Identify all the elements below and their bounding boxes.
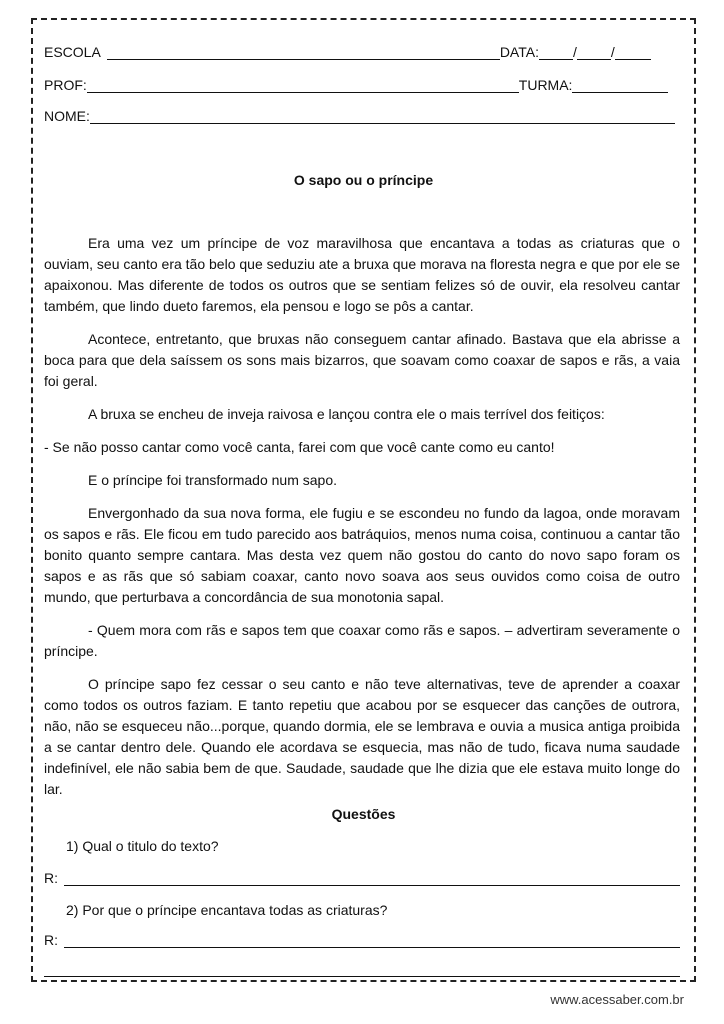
day-field[interactable] [539, 46, 573, 60]
answer-label: R: [44, 870, 58, 886]
story-paragraph: O príncipe sapo fez cessar o seu canto e não teve alternativas, teve de aprender a coaxar como todos os outros faziam. E tanto repetiu que acabou por se esquecer das canções de outrora, não, não se esqueceu não...porque, quando dormia, ele se lembrava e ouvia a musica antiga proibida a se cantar dentro dele. Quando ele acordava se esquecia, mas não de tudo, ficava numa saudade indefinível, ele não sabia bem de que. Saudade, saudade que lhe dizia que ele estava muito longe do lar. [44, 676, 680, 797]
data-label: DATA: [499, 44, 539, 60]
nome-label: NOME: [44, 108, 90, 124]
prof-field[interactable] [87, 79, 519, 93]
story-title: O sapo ou o príncipe [293, 172, 434, 188]
answer-row-1 [44, 870, 680, 886]
question-1: 1) Qual o titulo do texto? [66, 838, 219, 854]
site-url: www.acessaber.com.br [550, 992, 684, 1007]
turma-field[interactable] [572, 79, 668, 93]
escola-label: ESCOLA [44, 44, 101, 60]
story-paragraph: Era uma vez um príncipe de voz maravilhosa que encantava a todas as criaturas que o ouviam, seu canto era tão belo que seduziu ate a bruxa que morava na floresta negra e que por ele se apaixonou. Mas diferente de todos os outros que se sentiam felizes só de ouvir, ela resolveu cantar também, que lindo dueto faremos, ela pensou e logo se pôs a cantar. [44, 235, 680, 314]
story-paragraph: E o príncipe foi transformado num sapo. [88, 472, 338, 488]
story-paragraph: - Quem mora com rãs e sapos tem que coaxar como rãs e sapos. – advertiram severamente o príncipe. [44, 622, 680, 659]
name-row [44, 108, 675, 124]
answer-field-2[interactable] [64, 934, 680, 948]
story-paragraph: Acontece, entretanto, que bruxas não conseguem cantar afinado. Bastava que ela abrisse a boca para que dela saíssem os sons mais bizarros, que soavam como coaxar de sapos e rãs, a vaia foi geral. [44, 331, 680, 389]
story-paragraph: A bruxa se encheu de inveja raivosa e lançou contra ele o mais terrível dos feitiços: [88, 406, 605, 422]
teacher-row [44, 77, 668, 93]
questions-title: Questões [331, 806, 396, 822]
school-row [44, 44, 651, 60]
date-separator: / [572, 44, 577, 60]
prof-label: PROF: [44, 77, 87, 93]
question-2: 2) Por que o príncipe encantava todas as criaturas? [66, 902, 388, 918]
escola-field[interactable] [107, 46, 500, 60]
turma-label: TURMA: [518, 77, 573, 93]
story-paragraph: - Se não posso cantar como você canta, farei com que você cante como eu canto! [44, 439, 555, 455]
answer-field-1[interactable] [64, 872, 680, 886]
answer-field-2-extra[interactable] [44, 976, 680, 977]
date-separator: / [610, 44, 615, 60]
story-text [44, 233, 680, 812]
month-field[interactable] [577, 46, 611, 60]
year-field[interactable] [615, 46, 651, 60]
story-paragraph: Envergonhado da sua nova forma, ele fugiu e se escondeu no fundo da lagoa, onde moravam os sapos e rãs. Ele ficou em tudo parecido aos batráquios, menos numa coisa, continuou a cantar tão bonito quanto sempre cantara. Mas desta vez quem não gostou do canto do novo sapo foram os sapos e as rãs que só sabiam coaxar, canto novo soava aos seus ouvidos como coisa de outro mundo, que perturbava a concordância de sua monotonia sapal. [44, 505, 680, 605]
nome-field[interactable] [90, 110, 675, 124]
answer-label: R: [44, 932, 58, 948]
answer-row-2 [44, 932, 680, 948]
